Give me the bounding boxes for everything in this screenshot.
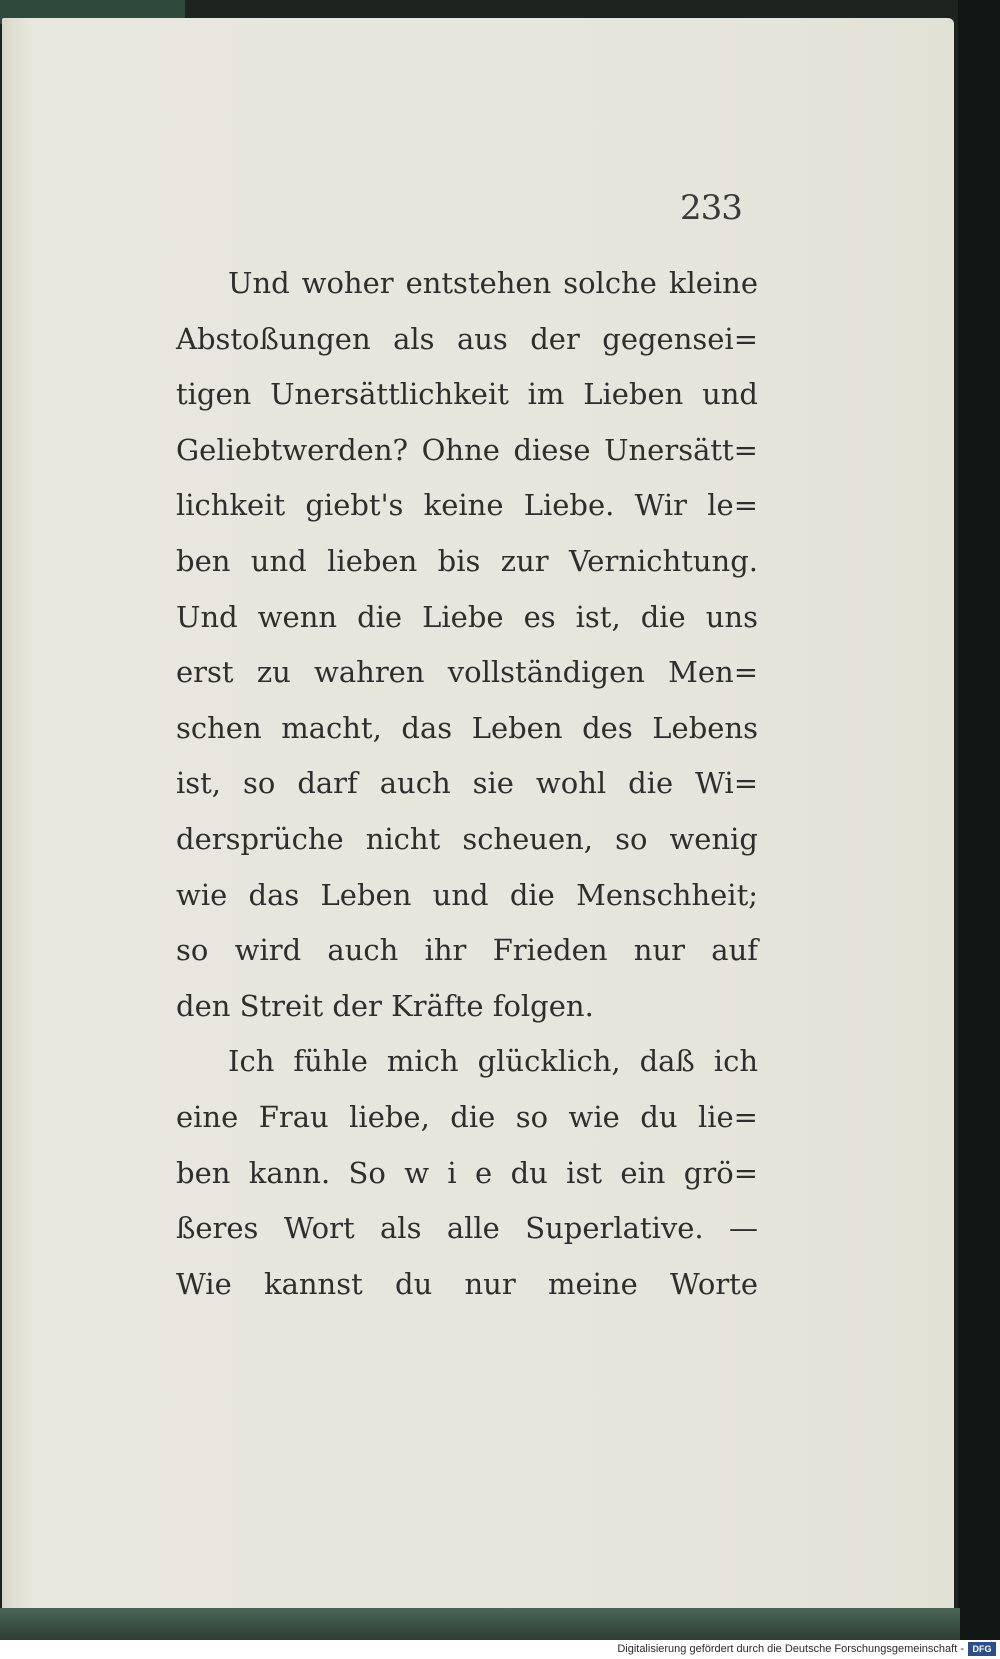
text-line: ßeres Wort als alle Superlative. — (176, 1211, 758, 1246)
dfg-logo: DFG (968, 1642, 996, 1656)
text-line: Und woher entstehen solche kleine (228, 266, 758, 300)
page-number: 233 (680, 188, 742, 228)
text-line: ben und lieben bis zur Vernichtung. (176, 543, 758, 578)
text-line: lichkeit giebt's keine Liebe. Wir le= (176, 488, 758, 523)
digitization-credit: Digitalisierung gefördert durch die Deutsche Forschungsgemeinschaft - (617, 1643, 964, 1655)
text-line: tigen Unersättlichkeit im Lieben und (176, 377, 758, 412)
text-line: Wie kannst du nur meine Worte (176, 1266, 758, 1301)
book-cover-edge-bottom (0, 1608, 960, 1640)
text-line: dersprüche nicht scheuen, so wenig (176, 821, 758, 856)
page-text-block (176, 256, 758, 1312)
text-line: erst zu wahren vollständigen Men= (176, 655, 758, 690)
text-line: eine Frau liebe, die so wie du lie= (176, 1099, 758, 1134)
text-line: Und wenn die Liebe es ist, die uns (176, 599, 758, 634)
text-line: so wird auch ihr Frieden nur auf (176, 933, 758, 968)
text-line: ist, so darf auch sie wohl die Wi= (176, 766, 758, 801)
book-shadow-right (958, 0, 1000, 1640)
text-line: ben kann. So w i e du ist ein grö= (176, 1155, 758, 1190)
text-line: den Streit der Kräfte folgen. (176, 988, 594, 1023)
text-line: schen macht, das Leben des Lebens (176, 710, 758, 745)
text-line: Ich fühle mich glücklich, daß ich (228, 1044, 758, 1079)
text-line: Abstoßungen als aus der gegensei= (176, 321, 758, 356)
text-line: wie das Leben und die Menschheit; (176, 877, 758, 912)
text-line: Geliebtwerden? Ohne diese Unersätt= (176, 432, 758, 467)
